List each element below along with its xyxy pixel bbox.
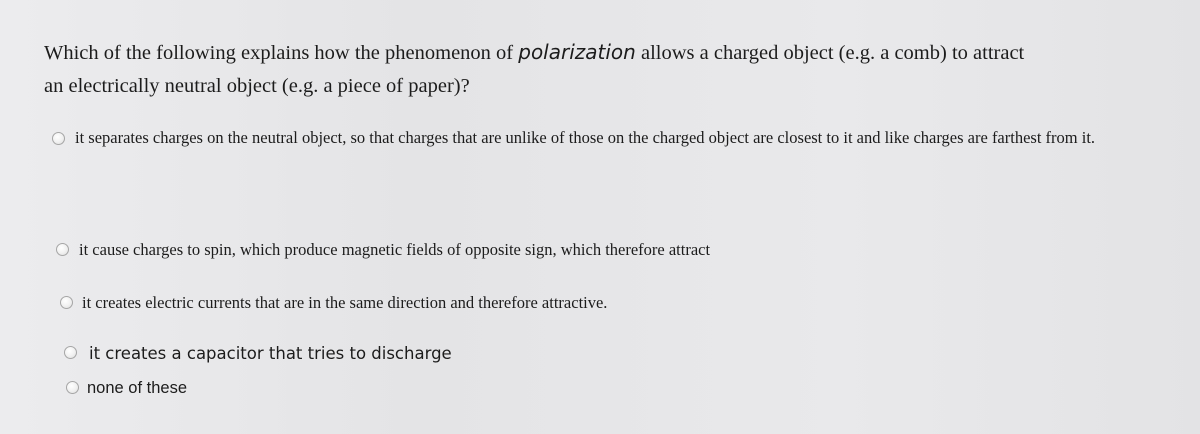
radio-button-icon[interactable] [66,381,79,394]
radio-button-icon[interactable] [64,346,77,359]
answer-option-label: it separates charges on the neutral object, so that charges that are unlike of those on the charged object are closest to it and like charges are farthest from it. [75,128,1096,147]
radio-button-icon[interactable] [60,296,73,309]
radio-button-icon[interactable] [56,243,69,256]
question-emphasis: polarization [518,40,636,64]
radio-button-icon[interactable] [52,132,65,145]
answer-option-label: it cause charges to spin, which produce magnetic fields of opposite sign, which therefore attract [79,240,711,259]
answer-option-label: it creates electric currents that are in the same direction and therefore attractive. [82,293,608,312]
question-text-start: Which of the following explains how the phenomenon of [44,42,519,64]
question-text-end: allows a charged object (e.g. a comb) to attract an electrically neutral object (e.g. a piece of paper)? [44,42,1025,97]
answer-option-label: none of these [87,379,187,397]
question-text [44,36,1044,103]
answer-option-label: it creates a capacitor that tries to discharge [89,344,452,363]
